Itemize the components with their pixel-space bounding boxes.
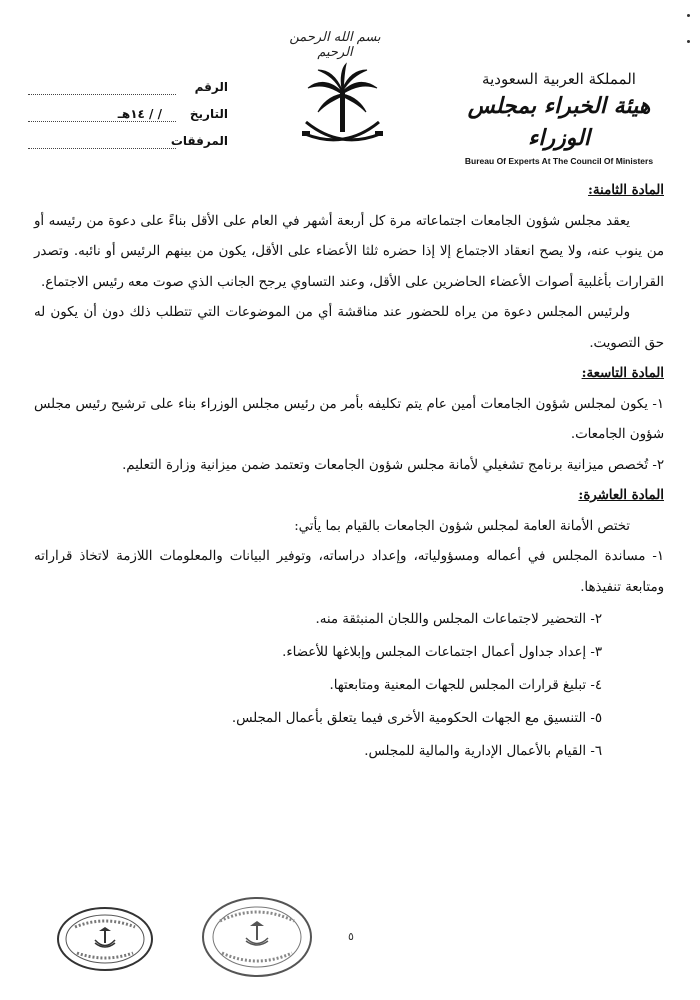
date-row xyxy=(28,107,228,134)
article-10-item-2: ٢- التحضير لاجتماعات المجلس واللجان المنبثقة منه. xyxy=(315,612,602,627)
attachments-line xyxy=(28,148,176,149)
agency-letterhead xyxy=(454,70,664,166)
basmala: بسم الله الرحمن الرحيم xyxy=(289,30,381,60)
official-seal-left xyxy=(55,905,155,973)
reference-line xyxy=(28,94,176,95)
scan-speck xyxy=(687,40,690,43)
article-10-item-6: ٦- القيام بالأعمال الإدارية والمالية للمجلس. xyxy=(364,744,602,759)
document-body xyxy=(34,176,664,768)
scan-speck xyxy=(687,14,690,17)
article-8-heading: المادة الثامنة: xyxy=(588,183,664,198)
date-label: التاريخ xyxy=(189,107,228,121)
kingdom-name: المملكة العربية السعودية xyxy=(482,70,636,88)
bureau-name-english: Bureau Of Experts At The Council Of Ministers xyxy=(464,156,654,166)
date-line xyxy=(28,121,176,122)
article-9-item-2: ٢- تُخصص ميزانية برنامج تشغيلي لأمانة مجلس شؤون الجامعات وتعتمد ضمن ميزانية وزارة التعليم. xyxy=(122,457,664,473)
article-10-item-5: ٥- التنسيق مع الجهات الحكومية الأخرى فيما يتعلق بأعمال المجلس. xyxy=(231,711,602,726)
article-10-item-3: ٣- إعداد جداول أعمال اجتماعات المجلس وإبلاغها للأعضاء. xyxy=(282,645,602,660)
article-8-paragraph-1: يعقد مجلس شؤون الجامعات اجتماعاته مرة كل أربعة أشهر في العام على الأقل بناءً على دعوة من رئيسه أو من ينوب عنه، ولا يصح انعقاد الاجتماع إلا إذا حضره ثلثا الأعضاء على الأقل، يكون من بينهم الرئيس أو نائبه. وتصدر القرارات بأغلبية أصوات الأعضاء الحاضرين على الأقل، وعند التساوي يرجح الجانب الذي صوت معه رئيس الاجتماع. xyxy=(34,213,664,290)
bureau-name-arabic: هيئة الخبراء بمجلس الوزراء xyxy=(467,93,651,151)
attachments-row xyxy=(28,134,228,161)
article-10-heading: المادة العاشرة: xyxy=(578,488,664,503)
palm-swords-emblem xyxy=(300,62,385,152)
attachments-label: المرفقات xyxy=(170,134,228,148)
article-10-intro: تختص الأمانة العامة لمجلس شؤون الجامعات بالقيام بما يأتي: xyxy=(294,518,630,534)
official-seal-right xyxy=(200,895,315,980)
date-value: / / ١٤هـ xyxy=(114,107,166,121)
page-number: ٥ xyxy=(348,930,354,943)
article-8-paragraph-2: ولرئيس المجلس دعوة من يراه للحضور عند مناقشة أي من الموضوعات التي تتطلب ذلك دون أن يكون له حق التصويت. xyxy=(34,305,664,351)
article-9-heading: المادة التاسعة: xyxy=(581,366,664,381)
reference-row xyxy=(28,80,228,107)
article-9-item-1: ١- يكون لمجلس شؤون الجامعات أمين عام يتم تكليفه بأمر من رئيس مجلس الوزراء بناء على ترشيح رئيس مجلس شؤون الجامعات. xyxy=(34,396,664,442)
document-meta xyxy=(28,80,228,161)
article-10-item-4: ٤- تبليغ قرارات المجلس للجهات المعنية ومتابعتها. xyxy=(329,678,602,693)
reference-label: الرقم xyxy=(194,80,228,94)
article-10-item-1: ١- مساندة المجلس في أعماله ومسؤولياته، وإعداد دراساته، وتوفير البيانات والمعلومات اللازمة لاتخاذ قراراته ومتابعة تنفيذها. xyxy=(34,549,664,595)
